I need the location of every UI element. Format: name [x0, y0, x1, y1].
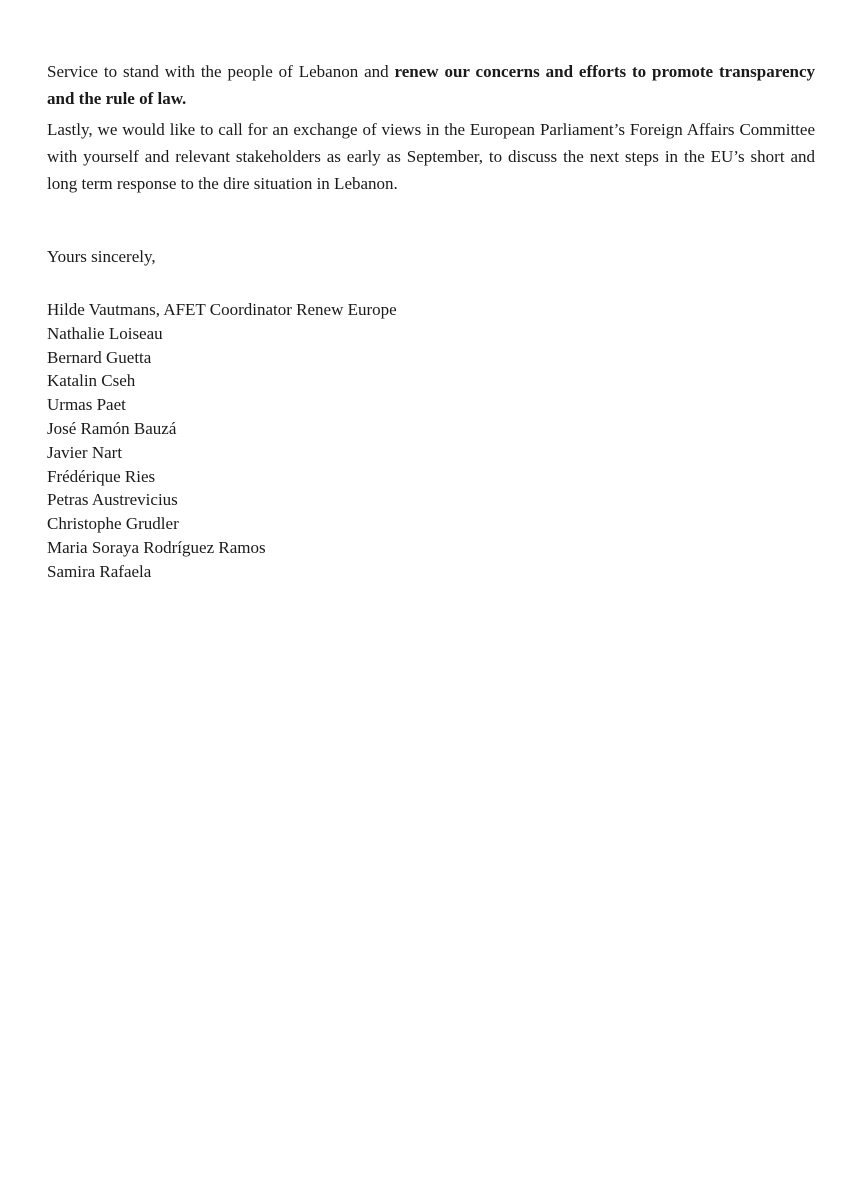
paragraph-transparency [47, 58, 815, 112]
paragraph-exchange-of-views: Lastly, we would like to call for an exchange of views in the European Parliament’s Foreign Affairs Committee with yourself and relevant stakeholders as early as September, to discuss the next steps in the EU’s short and long term response to the dire situation in Lebanon. [47, 120, 815, 193]
signatory: Petras Austrevicius [47, 490, 178, 510]
paragraph-transparency-text: Service to stand with the people of Lebanon and [47, 62, 395, 81]
signatory: Christophe Grudler [47, 514, 179, 534]
closing-salutation: Yours sincerely, [47, 247, 156, 266]
signatory: Hilde Vautmans, AFET Coordinator Renew Europe [47, 300, 397, 319]
signatory: Urmas Paet [47, 395, 126, 415]
letter-body [47, 58, 815, 270]
signatory: Maria Soraya Rodríguez Ramos [47, 537, 266, 557]
signatory: Javier Nart [47, 442, 123, 462]
signatory: Bernard Guetta [47, 347, 152, 367]
signatory-list [47, 298, 397, 584]
signatory: Samira Rafaela [47, 561, 152, 581]
signatory: Frédérique Ries [47, 466, 156, 486]
signatory: Katalin Cseh [47, 371, 136, 391]
signatory: Nathalie Loiseau [47, 323, 163, 343]
signatory: José Ramón Bauzá [47, 418, 177, 438]
paragraph-transparency-bold: renew our concerns and efforts to promote transparency and the rule of law. [47, 62, 815, 108]
